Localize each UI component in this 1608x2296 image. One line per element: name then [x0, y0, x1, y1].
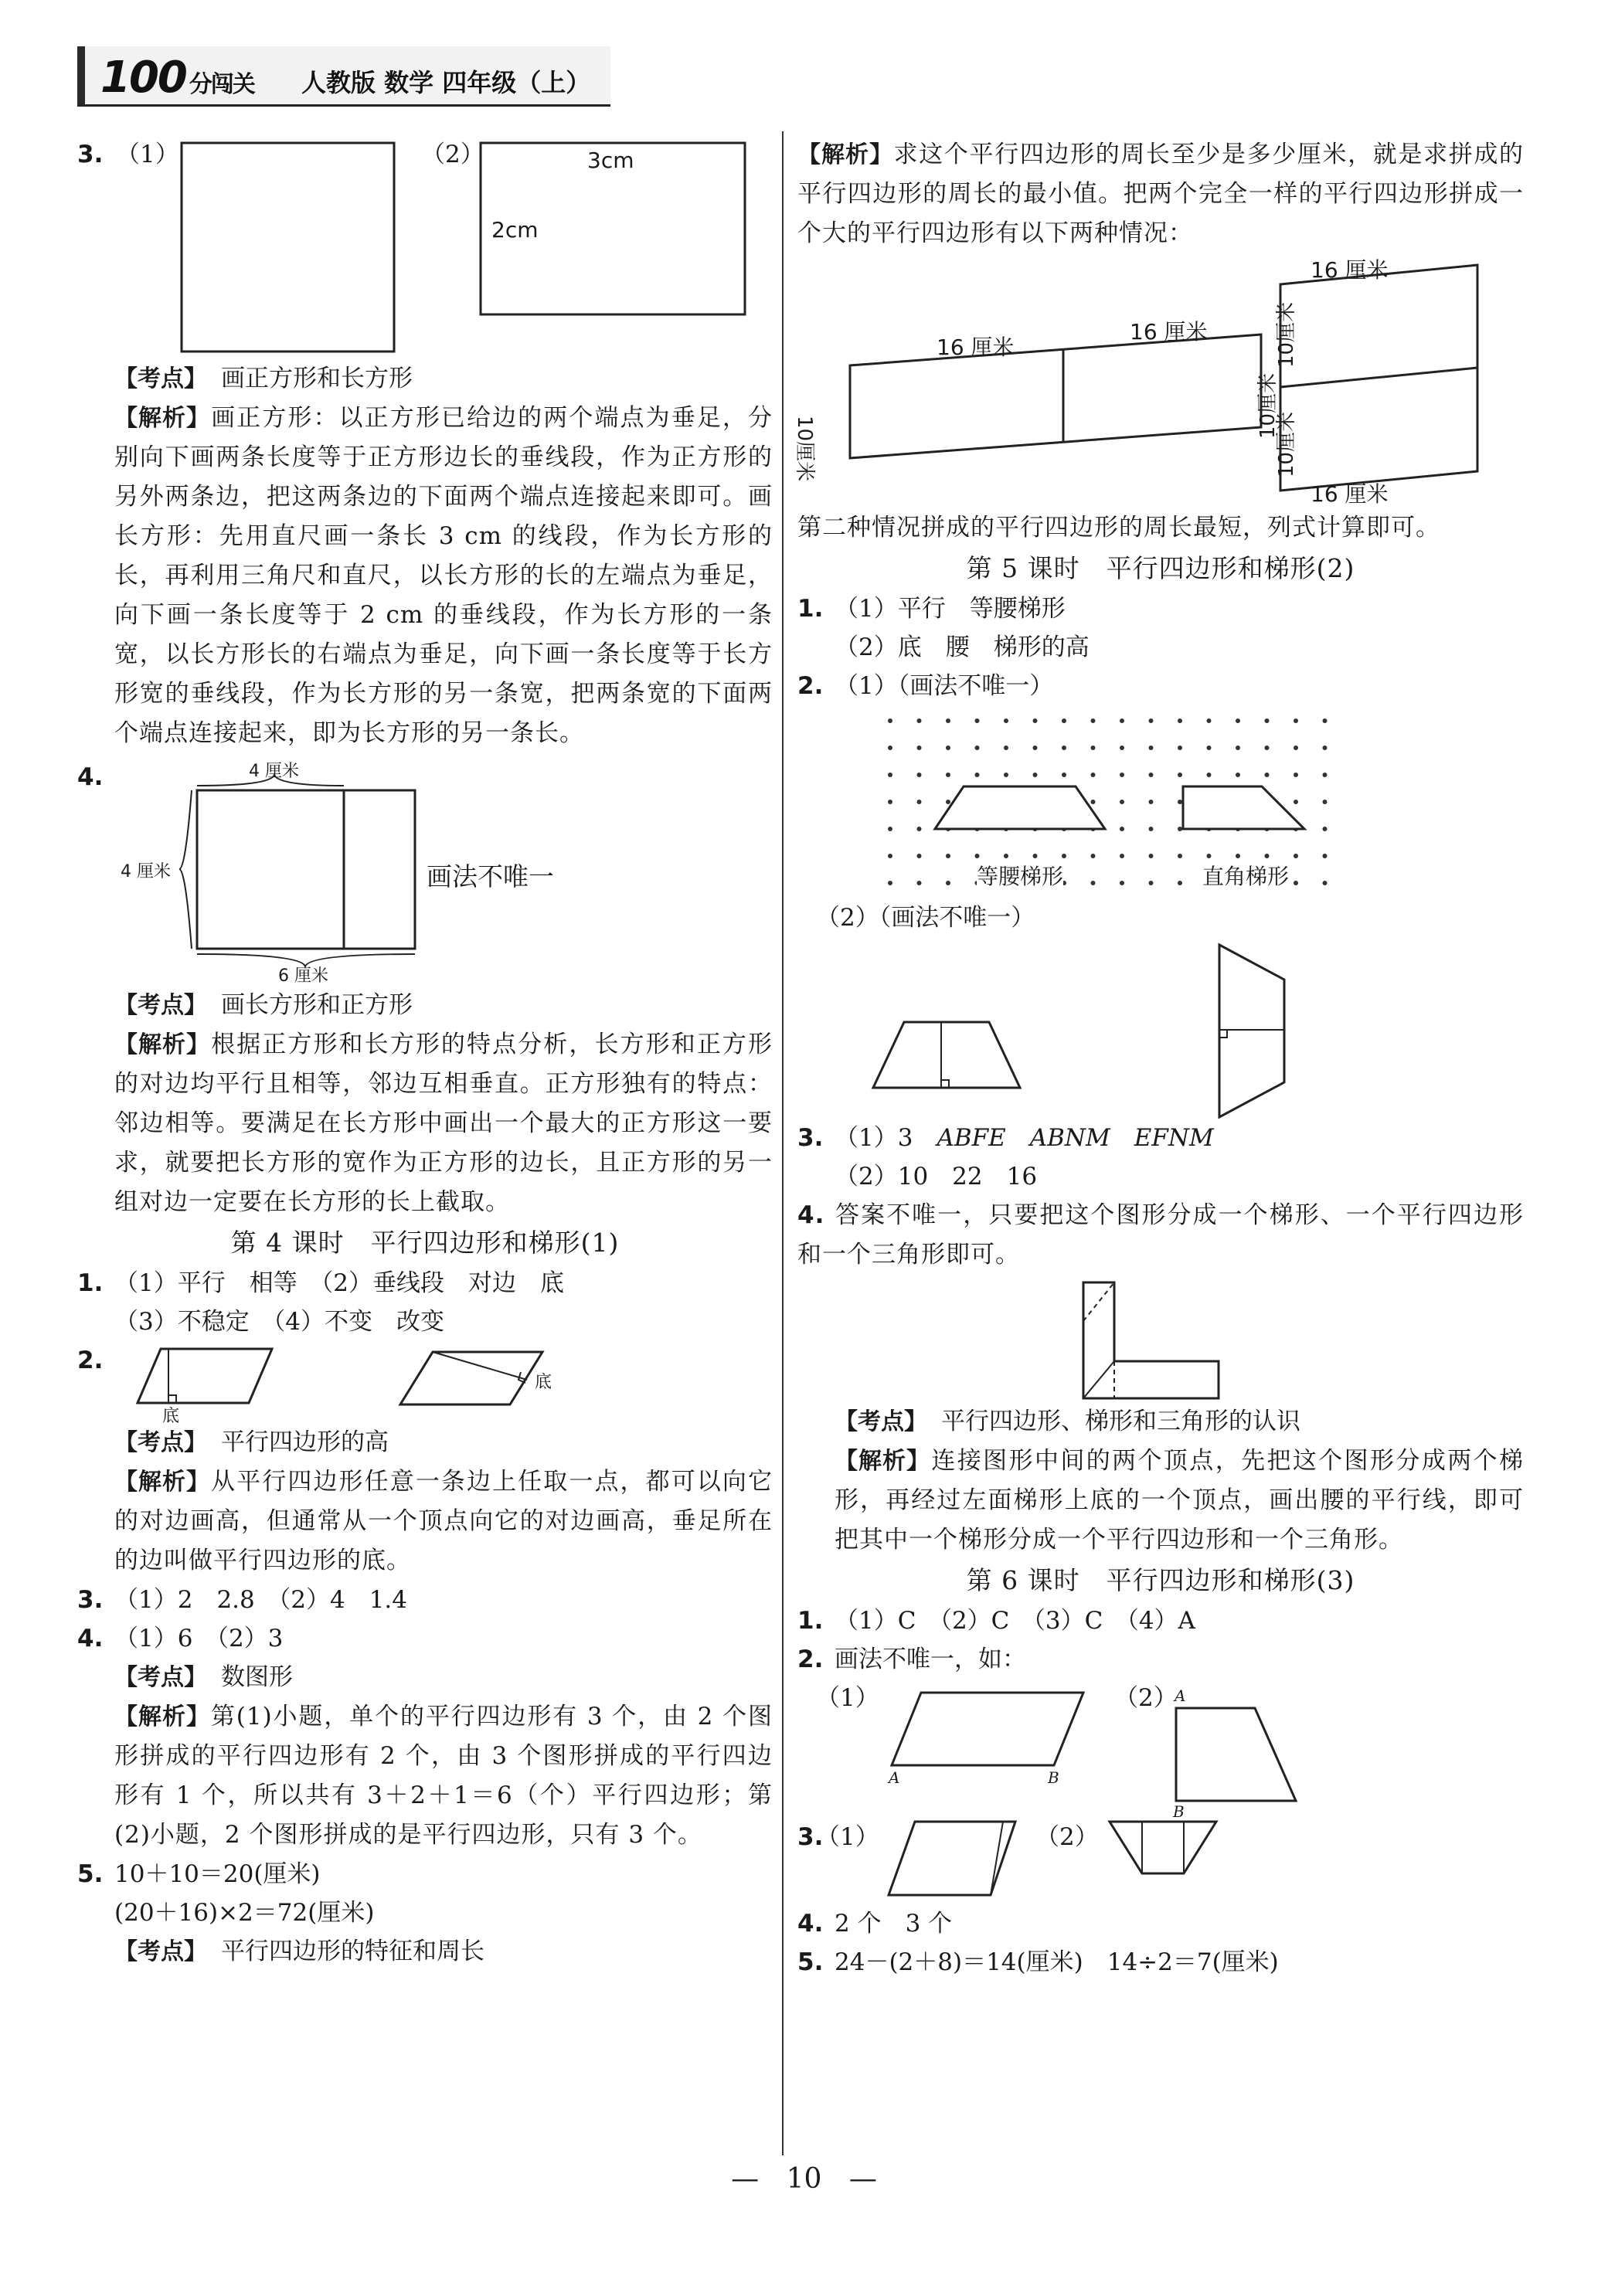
grid-dot [917, 718, 922, 723]
l6-q3-shapes [797, 1818, 1524, 1904]
jiexi-text: 求这个平行四边形的周长至少是多少厘米，就是求拼成的平行四边形的周长的最小值。把两个完全一样的平行四边形拼成一个大的平行四边形有以下两种情况： [797, 141, 1524, 247]
grid-dot [1062, 718, 1066, 723]
lesson-6-title: 第 6 课时 平行四边形和梯形(3) [966, 1565, 1355, 1595]
jiexi-paragraph [77, 1697, 773, 1855]
grid-dot [1149, 854, 1154, 858]
part-label: （1） [116, 141, 179, 168]
length-label: 16 厘米 [937, 335, 1015, 360]
kaodian-text: 数图形 [221, 1663, 293, 1691]
l-shape-figure [797, 1275, 1524, 1402]
brand-logo [100, 53, 254, 103]
l6-q2-figure [797, 1679, 1524, 1821]
grid-dot [1004, 718, 1008, 723]
l5-q3-line2: （2）10 22 16 [835, 1163, 1038, 1190]
right-column [793, 135, 1524, 1982]
grid-dot [1149, 718, 1154, 723]
grid-dot [1265, 773, 1270, 777]
kaodian-row [797, 1402, 1524, 1442]
length-label: 10厘米 [1275, 301, 1298, 368]
grid-dot [1323, 718, 1328, 723]
grid-dot [917, 746, 922, 750]
grid-dot [1323, 854, 1328, 858]
question-number: 4. [797, 1910, 824, 1938]
question-number: 4. [77, 763, 104, 791]
grid-dot [1062, 746, 1066, 750]
isosceles-trapezoid [935, 786, 1105, 829]
q4-figure [77, 758, 773, 986]
grid-dot [1236, 854, 1240, 858]
question-number: 2. [77, 1347, 104, 1374]
question-number: 1. [797, 1607, 824, 1635]
l5-q2-part2: （2）（画法不唯一） [816, 904, 1035, 932]
parallelogram-ab [892, 1693, 1083, 1765]
question-number: 1. [77, 1269, 104, 1297]
dot-grid-figure [797, 705, 1524, 898]
jiexi-text: 从平行四边形任意一条边上任取一点，都可以向它的对边画高，但通常从一个顶点向它的对边画高，垂足所在的边叫做平行四边形的底。 [114, 1468, 773, 1574]
question-number: 5. [797, 1948, 824, 1976]
question-number: 3. [797, 1823, 824, 1851]
grid-dot [1294, 746, 1298, 750]
kaodian-tag: 【考点】 [114, 365, 207, 392]
rect-width-label: 3cm [587, 148, 634, 173]
l6-q3-figure [797, 1818, 1524, 1904]
l-shape [797, 1275, 1524, 1402]
answer-text: （1）3 [835, 1124, 937, 1152]
l5-q2 [797, 667, 1524, 705]
trapezoid-b [1219, 945, 1284, 1117]
height-line-b [433, 1352, 527, 1380]
jiexi-paragraph [797, 1442, 1524, 1560]
l5-q1-line2: （2）底 腰 梯形的高 [835, 633, 1090, 661]
base-label: 底 [535, 1373, 552, 1392]
top-length-label: 4 厘米 [249, 762, 299, 781]
l4-q2-figure [77, 1341, 773, 1426]
question-number: 3. [77, 1586, 104, 1614]
grid-dot [1120, 854, 1124, 858]
part-label: （2） [421, 141, 484, 168]
grid-dot [1004, 854, 1008, 858]
jiexi-paragraph [77, 1462, 773, 1581]
grid-dot [1178, 746, 1182, 750]
kaodian-row [77, 1423, 773, 1462]
grid-dot [1033, 773, 1038, 777]
square-shape [182, 143, 394, 352]
answer-text: 答案不唯一，只要把这个图形分成一个梯形、一个平行四边形和一个三角形即可。 [797, 1201, 1524, 1269]
answer-text: （1）平行 等腰梯形 [835, 595, 1066, 623]
grid-dot [1265, 854, 1270, 858]
grid-dot [1265, 746, 1270, 750]
grid-dot [946, 718, 950, 723]
grid-dot [946, 881, 950, 885]
l6-q5 [797, 1943, 1524, 1982]
l4-q5 [77, 1855, 773, 1894]
question-number: 3. [77, 141, 104, 168]
question-number: 2. [797, 672, 824, 700]
l5-q3 [797, 1119, 1524, 1157]
page-dash: — [848, 2163, 877, 2195]
grid-dot [917, 800, 922, 804]
kaodian-text: 平行四边形、梯形和三角形的认识 [941, 1408, 1300, 1435]
grid-dot [1033, 854, 1038, 858]
question-number: 5. [77, 1860, 104, 1888]
answer-text: （1）2 2.8 （2）4 1.4 [114, 1586, 407, 1614]
grid-dot [1178, 800, 1182, 804]
l4-q1 [77, 1264, 773, 1303]
grid-dot [1294, 773, 1298, 777]
vertex-label: B [1173, 1802, 1185, 1821]
grid-dot [1178, 718, 1182, 723]
length-label: 10厘米 [1275, 411, 1298, 477]
kaodian-text: 画长方形和正方形 [221, 991, 413, 1019]
grid-dot [888, 827, 892, 831]
answer-text: 2 个 3 个 [835, 1910, 953, 1938]
diagonal-line [1083, 1361, 1114, 1398]
grid-dot [1149, 773, 1154, 777]
right-trapezoid-ab [1176, 1708, 1296, 1801]
outer-rectangle [197, 790, 415, 949]
kaodian-text: 画正方形和长方形 [221, 365, 413, 392]
grid-dot [1062, 773, 1066, 777]
question-number: 4. [797, 1201, 825, 1229]
grid-dot [1091, 854, 1096, 858]
drawing-note: 画法不唯一 [427, 861, 554, 892]
part-label: （1） [816, 1823, 879, 1851]
grid-dot [1149, 827, 1154, 831]
grid-dot [1265, 718, 1270, 723]
part-label: （2） [1035, 1823, 1099, 1851]
grid-dot [1236, 773, 1240, 777]
grid-dot [1207, 773, 1212, 777]
conclusion-text: 第二种情况拼成的平行四边形的周长最短，列式计算即可。 [797, 514, 1440, 542]
grid-dot [1149, 881, 1154, 885]
height-figure [797, 937, 1524, 1119]
answer-text: （1）C （2）C （3）C （4）A [835, 1607, 1195, 1635]
kaodian-tag: 【考点】 [835, 1408, 927, 1435]
answer-text: （1）（画法不唯一） [835, 672, 1054, 700]
length-label: 16 厘米 [1130, 319, 1208, 345]
jiexi-text: 画正方形：以正方形已给边的两个端点为垂足，分别向下画两条长度等于正方形边长的垂线段，作为正方形的另外两条边，把这两条边的下面两个端点连接起来即可。画长方形：先用直尺画一条长 3 cm 的线段，作为长方形的长，再利用三角尺和直尺，以长方形的长的左端点为垂足，向下画一条长度等于 2 cm 的垂线段，作为长方形的一条宽，以长方形长的右端点为垂足，向下画一条长度等于长方形宽的垂线段，作为长方形的另一条宽，把两条宽的下面两个端点连接起来，即为长方形的另一条长。 [114, 404, 773, 747]
kaodian-row [77, 986, 773, 1025]
grid-dot [946, 800, 950, 804]
grid-dot [1294, 800, 1298, 804]
grid-dot [888, 773, 892, 777]
grid-dot [1236, 718, 1240, 723]
page-number [0, 2163, 1608, 2195]
grid-dot [888, 881, 892, 885]
grid-dot [888, 718, 892, 723]
kaodian-row [77, 1932, 773, 1972]
grid-dot [1062, 854, 1066, 858]
l4-q4 [77, 1619, 773, 1658]
grid-dot [946, 746, 950, 750]
l4-q3 [77, 1581, 773, 1619]
grid-dot [1178, 881, 1182, 885]
dot-grid [797, 705, 1524, 898]
l-outline [1083, 1282, 1219, 1398]
combination-figure [793, 253, 1524, 508]
l4-q2-shapes [77, 1341, 773, 1423]
grid-dot [1178, 827, 1182, 831]
combination-shapes [797, 253, 1524, 508]
answer-letters: ABFE ABNM EFNM [937, 1124, 1214, 1152]
grid-dot [1294, 854, 1298, 858]
page-dash: — [731, 2163, 760, 2195]
q4-shapes [77, 758, 773, 986]
jiexi-text: 连接图形中间的两个顶点，先把这个图形分成两个梯形，再经过左面梯形上底的一个顶点，画出腰的平行线，即可把其中一个梯形分成一个平行四边形和一个三角形。 [835, 1447, 1524, 1554]
l4-q5-line2: (20＋16)×2＝72(厘米) [114, 1899, 375, 1927]
kaodian-tag: 【考点】 [114, 1664, 207, 1691]
grid-dot [975, 854, 980, 858]
grid-dot [1120, 800, 1124, 804]
l4-q1-line2: （3）不稳定 （4）不变 改变 [114, 1308, 444, 1336]
grid-dot [1120, 881, 1124, 885]
jiexi-tag: 【解析】 [114, 1031, 210, 1058]
answer-text: 画法不唯一，如： [835, 1646, 1026, 1673]
parallel-line [1083, 1282, 1114, 1321]
l6-q2-shapes [797, 1679, 1524, 1818]
trapezoid-a [873, 1022, 1020, 1088]
book-subtitle: 人教版 数学 四年级（上） [301, 68, 591, 97]
jiexi-text: 根据正方形和长方形的特点分析，长方形和正方形的对边均平行且相等，邻边互相垂直。正方形独有的特点：邻边相等。要满足在长方形中画出一个最大的正方形这一要求，就要把长方形的宽作为正方形的边长，且正方形的另一组对边一定要在长方形的长上截取。 [114, 1031, 773, 1216]
kaodian-text: 平行四边形的特征和周长 [221, 1938, 484, 1965]
grid-dot [1178, 773, 1182, 777]
kaodian-tag: 【考点】 [114, 1429, 207, 1456]
grid-dot [1120, 746, 1124, 750]
jiexi-paragraph [797, 135, 1524, 253]
wide-parallelogram [850, 335, 1261, 458]
grid-dot [1120, 827, 1124, 831]
grid-dot [917, 773, 922, 777]
question-number: 1. [797, 595, 824, 623]
logo-main: 100 [100, 53, 186, 103]
length-label: 16 厘米 [1311, 481, 1389, 507]
grid-dot [1149, 746, 1154, 750]
lesson-5-title: 第 5 课时 平行四边形和梯形(2) [966, 553, 1355, 583]
q3-figure [77, 135, 773, 359]
grid-dot [1294, 718, 1298, 723]
grid-dot [1091, 881, 1096, 885]
right-trapezoid [1183, 786, 1304, 829]
question-number: 3. [797, 1124, 824, 1152]
vertex-label: B [1048, 1768, 1059, 1787]
answer-text: 10＋10＝20(厘米) [114, 1860, 321, 1888]
trapezoid-split [1110, 1822, 1216, 1873]
parallelogram-a [138, 1349, 272, 1403]
page-number-value: 10 [786, 2163, 822, 2195]
jiexi-text: 第(1)小题，单个的平行四边形有 3 个，由 2 个图形拼成的平行四边形有 2 个，由 3 个图形拼成的平行四边形有 1 个，所以共有 3＋2＋1＝6（个）平行四边形；第(2)小题，2 个图形拼成的是平行四边形，只有 3 个。 [114, 1703, 773, 1849]
l6-q2 [797, 1640, 1524, 1679]
side-length-label: 4 厘米 [121, 862, 171, 881]
grid-dot [975, 718, 980, 723]
grid-dot [1091, 773, 1096, 777]
grid-dot [1207, 854, 1212, 858]
grid-dot [1207, 746, 1212, 750]
l5-q4 [797, 1196, 1524, 1275]
l5-q1 [797, 589, 1524, 628]
vertex-label: A [889, 1768, 900, 1787]
grid-dot [975, 773, 980, 777]
grid-dot [1120, 718, 1124, 723]
length-label: 10厘米 [793, 416, 816, 482]
jiexi-paragraph [77, 399, 773, 753]
left-column [77, 135, 773, 1972]
question-number: 4. [77, 1625, 104, 1652]
l6-q4 [797, 1904, 1524, 1943]
grid-dot [1091, 746, 1096, 750]
grid-dot [1004, 773, 1008, 777]
grid-dot [917, 854, 922, 858]
split-line [991, 1822, 1003, 1895]
grid-dot [1149, 800, 1154, 804]
base-label: 底 [162, 1407, 180, 1426]
height-shapes [797, 937, 1524, 1119]
jiexi-tag: 【解析】 [114, 405, 210, 432]
part-label: （1） [816, 1684, 879, 1712]
grid-dot [917, 881, 922, 885]
grid-dot [917, 827, 922, 831]
lesson-4-title: 第 4 课时 平行四边形和梯形(1) [230, 1228, 620, 1258]
jiexi-tag: 【解析】 [835, 1448, 930, 1475]
part-label: （2） [1114, 1684, 1178, 1712]
grid-dot [1033, 746, 1038, 750]
grid-dot [946, 773, 950, 777]
column-divider [782, 131, 784, 2155]
rect-height-label: 2cm [491, 217, 539, 243]
side-brace [179, 790, 192, 949]
grid-dot [1004, 746, 1008, 750]
isosceles-label: 等腰梯形 [977, 860, 1063, 891]
kaodian-tag: 【考点】 [114, 992, 207, 1019]
logo-sub: 分闯关 [189, 71, 254, 98]
kaodian-row [77, 1658, 773, 1697]
grid-dot [888, 800, 892, 804]
kaodian-tag: 【考点】 [114, 1938, 207, 1965]
grid-dot [888, 746, 892, 750]
jiexi-tag: 【解析】 [797, 141, 893, 168]
grid-dot [1323, 881, 1328, 885]
grid-dot [1323, 773, 1328, 777]
grid-dot [1236, 746, 1240, 750]
grid-dot [946, 854, 950, 858]
answer-text: （1）平行 相等 （2）垂线段 对边 底 [114, 1269, 564, 1297]
l6-q1 [797, 1601, 1524, 1640]
grid-dot [1120, 773, 1124, 777]
length-label: 16 厘米 [1311, 257, 1389, 283]
answer-text: （1）6 （2）3 [114, 1625, 284, 1652]
tall-divider [1280, 368, 1477, 387]
jiexi-tag: 【解析】 [114, 1469, 210, 1496]
kaodian-text: 平行四边形的高 [221, 1428, 389, 1456]
kaodian-row [77, 359, 773, 399]
grid-dot [888, 854, 892, 858]
bottom-length-label: 6 厘米 [278, 966, 328, 986]
right-trapezoid-label: 直角梯形 [1202, 860, 1289, 891]
grid-dot [1033, 718, 1038, 723]
answer-text: 24－(2＋8)＝14(厘米) 14÷2＝7(厘米) [835, 1948, 1279, 1976]
grid-dot [1091, 800, 1096, 804]
grid-dot [975, 746, 980, 750]
vertex-label: A [1175, 1686, 1186, 1705]
grid-dot [1323, 800, 1328, 804]
grid-dot [1294, 881, 1298, 885]
jiexi-tag: 【解析】 [114, 1703, 210, 1730]
grid-dot [1178, 854, 1182, 858]
grid-dot [1091, 718, 1096, 723]
question-number: 2. [797, 1646, 824, 1673]
grid-dot [1323, 827, 1328, 831]
grid-dot [1323, 746, 1328, 750]
jiexi-paragraph [77, 1025, 773, 1222]
length-label: 10厘米 [1256, 372, 1280, 439]
grid-dot [1207, 718, 1212, 723]
